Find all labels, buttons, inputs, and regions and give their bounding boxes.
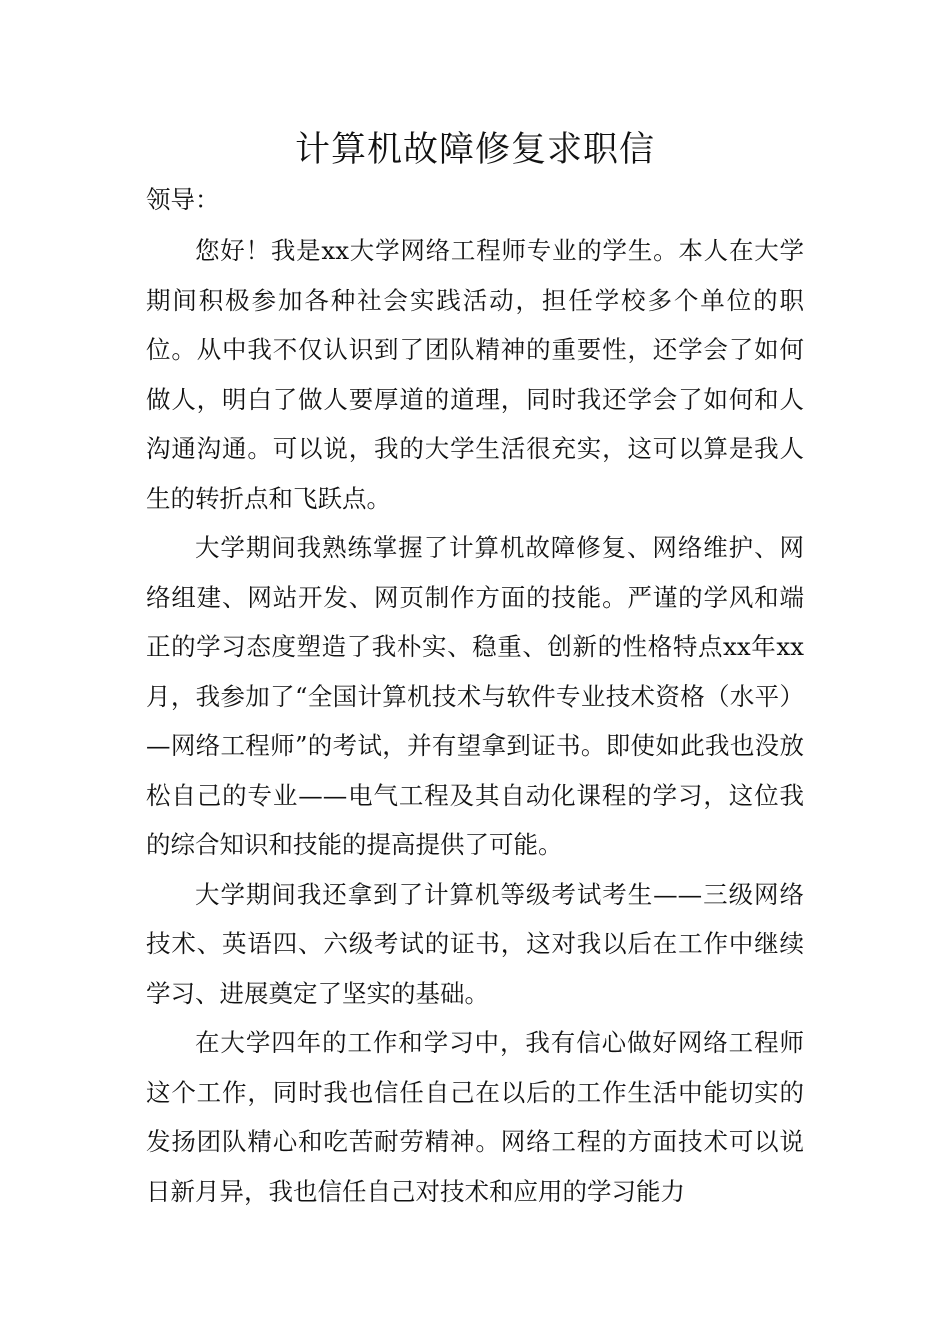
paragraph: 大学期间我还拿到了计算机等级考试考生——三级网络技术、英语四、六级考试的证书，这对我以后在工作中继续学习、进展奠定了坚实的基础。	[146, 879, 804, 1008]
document-title: 计算机故障修复求职信	[294, 130, 655, 170]
paragraph: 在大学四年的工作和学习中，我有信心做好网络工程师这个工作，同时我也信任自己在以后的工作生活中能切实的发扬团队精心和吃苦耐劳精神。网络工程的方面技术可以说日新月异，我也信任自己对技术和应用的学习能力	[146, 1028, 804, 1206]
paragraph: 您好！我是xx大学网络工程师专业的学生。本人在大学期间积极参加各种社会实践活动，担任学校多个单位的职位。从中我不仅认识到了团队精神的重要性，还学会了如何做人，明白了做人要厚道的道理，同时我还学会了如何和人沟通沟通。可以说，我的大学生活很充实，这可以算是我人生的转折点和飞跃点。	[146, 236, 804, 513]
paragraph: 大学期间我熟练掌握了计算机故障修复、网络维护、网络组建、网站开发、网页制作方面的技能。严谨的学风和端正的学习态度塑造了我朴实、稳重、创新的性格特点xx年xx月，我参加了“全国计算机技术与软件专业技术资格（水平）—网络工程师”的考试，并有望拿到证书。即使如此我也没放松自己的专业——电气工程及其自动化课程的学习，这位我的综合知识和技能的提高提供了可能。	[146, 533, 804, 859]
letter-body	[146, 226, 804, 1216]
salutation: 领导：	[146, 185, 220, 214]
